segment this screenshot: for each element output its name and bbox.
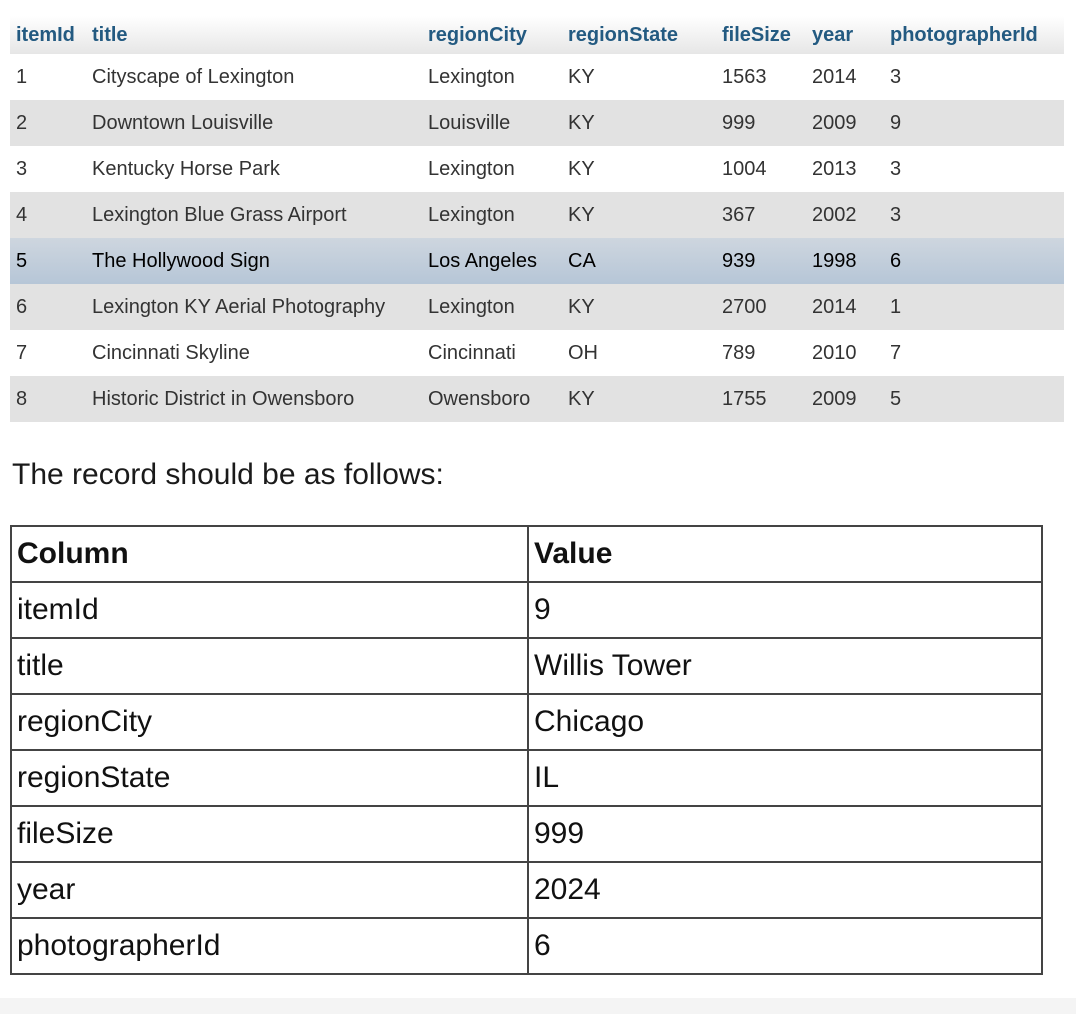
grid-header-regioncity[interactable]: regionCity	[422, 16, 562, 54]
record-column-value: 999	[528, 806, 1042, 862]
grid-cell: OH	[562, 330, 716, 376]
record-row	[11, 862, 1042, 918]
grid-cell: Lexington KY Aerial Photography	[86, 284, 422, 330]
grid-cell: CA	[562, 238, 716, 284]
grid-cell: 1563	[716, 54, 806, 100]
grid-cell: 7	[884, 330, 1064, 376]
record-column-value: Willis Tower	[528, 638, 1042, 694]
grid-cell: KY	[562, 146, 716, 192]
record-intro-text: The record should be as follows:	[12, 458, 444, 491]
grid-row[interactable]	[10, 192, 1064, 238]
record-header-row	[11, 526, 1042, 582]
grid-cell: 1004	[716, 146, 806, 192]
grid-cell: Lexington	[422, 146, 562, 192]
grid-row[interactable]	[10, 284, 1064, 330]
grid-cell: Los Angeles	[422, 238, 562, 284]
grid-cell: 1	[884, 284, 1064, 330]
record-column-value: IL	[528, 750, 1042, 806]
grid-cell: 2013	[806, 146, 884, 192]
record-column-value: 9	[528, 582, 1042, 638]
grid-cell: 3	[884, 54, 1064, 100]
record-column-value: 2024	[528, 862, 1042, 918]
grid-cell: 8	[10, 376, 86, 422]
grid-cell: 9	[884, 100, 1064, 146]
record-column-name: photographerId	[11, 918, 528, 974]
grid-cell: 7	[10, 330, 86, 376]
grid-row[interactable]	[10, 376, 1064, 422]
grid-cell: 2	[10, 100, 86, 146]
grid-cell: KY	[562, 54, 716, 100]
grid-header-photographerid[interactable]: photographerId	[884, 16, 1064, 54]
grid-row[interactable]	[10, 146, 1064, 192]
grid-cell: KY	[562, 100, 716, 146]
grid-cell: 6	[884, 238, 1064, 284]
grid-cell: Lexington Blue Grass Airport	[86, 192, 422, 238]
grid-cell: Louisville	[422, 100, 562, 146]
grid-cell: 2010	[806, 330, 884, 376]
grid-cell: 1755	[716, 376, 806, 422]
record-column-value: 6	[528, 918, 1042, 974]
grid-header-filesize[interactable]: fileSize	[716, 16, 806, 54]
record-row	[11, 694, 1042, 750]
grid-cell: 5	[10, 238, 86, 284]
grid-cell: 999	[716, 100, 806, 146]
record-column-name: title	[11, 638, 528, 694]
grid-header-year[interactable]: year	[806, 16, 884, 54]
grid-cell: 5	[884, 376, 1064, 422]
grid-cell: 2009	[806, 376, 884, 422]
record-column-name: regionState	[11, 750, 528, 806]
record-column-name: year	[11, 862, 528, 918]
grid-cell: 4	[10, 192, 86, 238]
page-footer-band	[0, 998, 1076, 1014]
grid-cell: 2014	[806, 284, 884, 330]
grid-cell: KY	[562, 192, 716, 238]
grid-cell: 789	[716, 330, 806, 376]
grid-cell: KY	[562, 284, 716, 330]
record-column-value: Chicago	[528, 694, 1042, 750]
grid-cell: 3	[10, 146, 86, 192]
record-column-name: itemId	[11, 582, 528, 638]
grid-cell: 2009	[806, 100, 884, 146]
items-data-grid	[10, 16, 1064, 422]
grid-cell: 3	[884, 146, 1064, 192]
grid-cell: 1998	[806, 238, 884, 284]
grid-header-title[interactable]: title	[86, 16, 422, 54]
grid-cell: 1	[10, 54, 86, 100]
record-header-column: Column	[11, 526, 528, 582]
grid-cell: Lexington	[422, 54, 562, 100]
grid-cell: Cincinnati Skyline	[86, 330, 422, 376]
grid-cell: 367	[716, 192, 806, 238]
grid-header-regionstate[interactable]: regionState	[562, 16, 716, 54]
grid-cell: 6	[10, 284, 86, 330]
grid-cell: Cincinnati	[422, 330, 562, 376]
grid-cell: Downtown Louisville	[86, 100, 422, 146]
record-row	[11, 750, 1042, 806]
grid-cell: 939	[716, 238, 806, 284]
grid-cell: 2002	[806, 192, 884, 238]
grid-row[interactable]	[10, 100, 1064, 146]
grid-cell: Cityscape of Lexington	[86, 54, 422, 100]
record-header-value: Value	[528, 526, 1042, 582]
grid-cell: Lexington	[422, 192, 562, 238]
record-column-name: fileSize	[11, 806, 528, 862]
grid-cell: The Hollywood Sign	[86, 238, 422, 284]
grid-cell: 3	[884, 192, 1064, 238]
record-table	[10, 525, 1043, 975]
grid-cell: 2700	[716, 284, 806, 330]
grid-cell: Historic District in Owensboro	[86, 376, 422, 422]
record-row	[11, 638, 1042, 694]
record-row	[11, 582, 1042, 638]
record-row	[11, 918, 1042, 974]
grid-cell: KY	[562, 376, 716, 422]
grid-row-highlighted[interactable]	[10, 238, 1064, 284]
grid-row[interactable]	[10, 330, 1064, 376]
grid-row[interactable]	[10, 54, 1064, 100]
grid-cell: Owensboro	[422, 376, 562, 422]
grid-header-itemid[interactable]: itemId	[10, 16, 86, 54]
record-column-name: regionCity	[11, 694, 528, 750]
grid-header-row	[10, 16, 1064, 54]
record-row	[11, 806, 1042, 862]
grid-cell: Lexington	[422, 284, 562, 330]
grid-cell: Kentucky Horse Park	[86, 146, 422, 192]
grid-cell: 2014	[806, 54, 884, 100]
